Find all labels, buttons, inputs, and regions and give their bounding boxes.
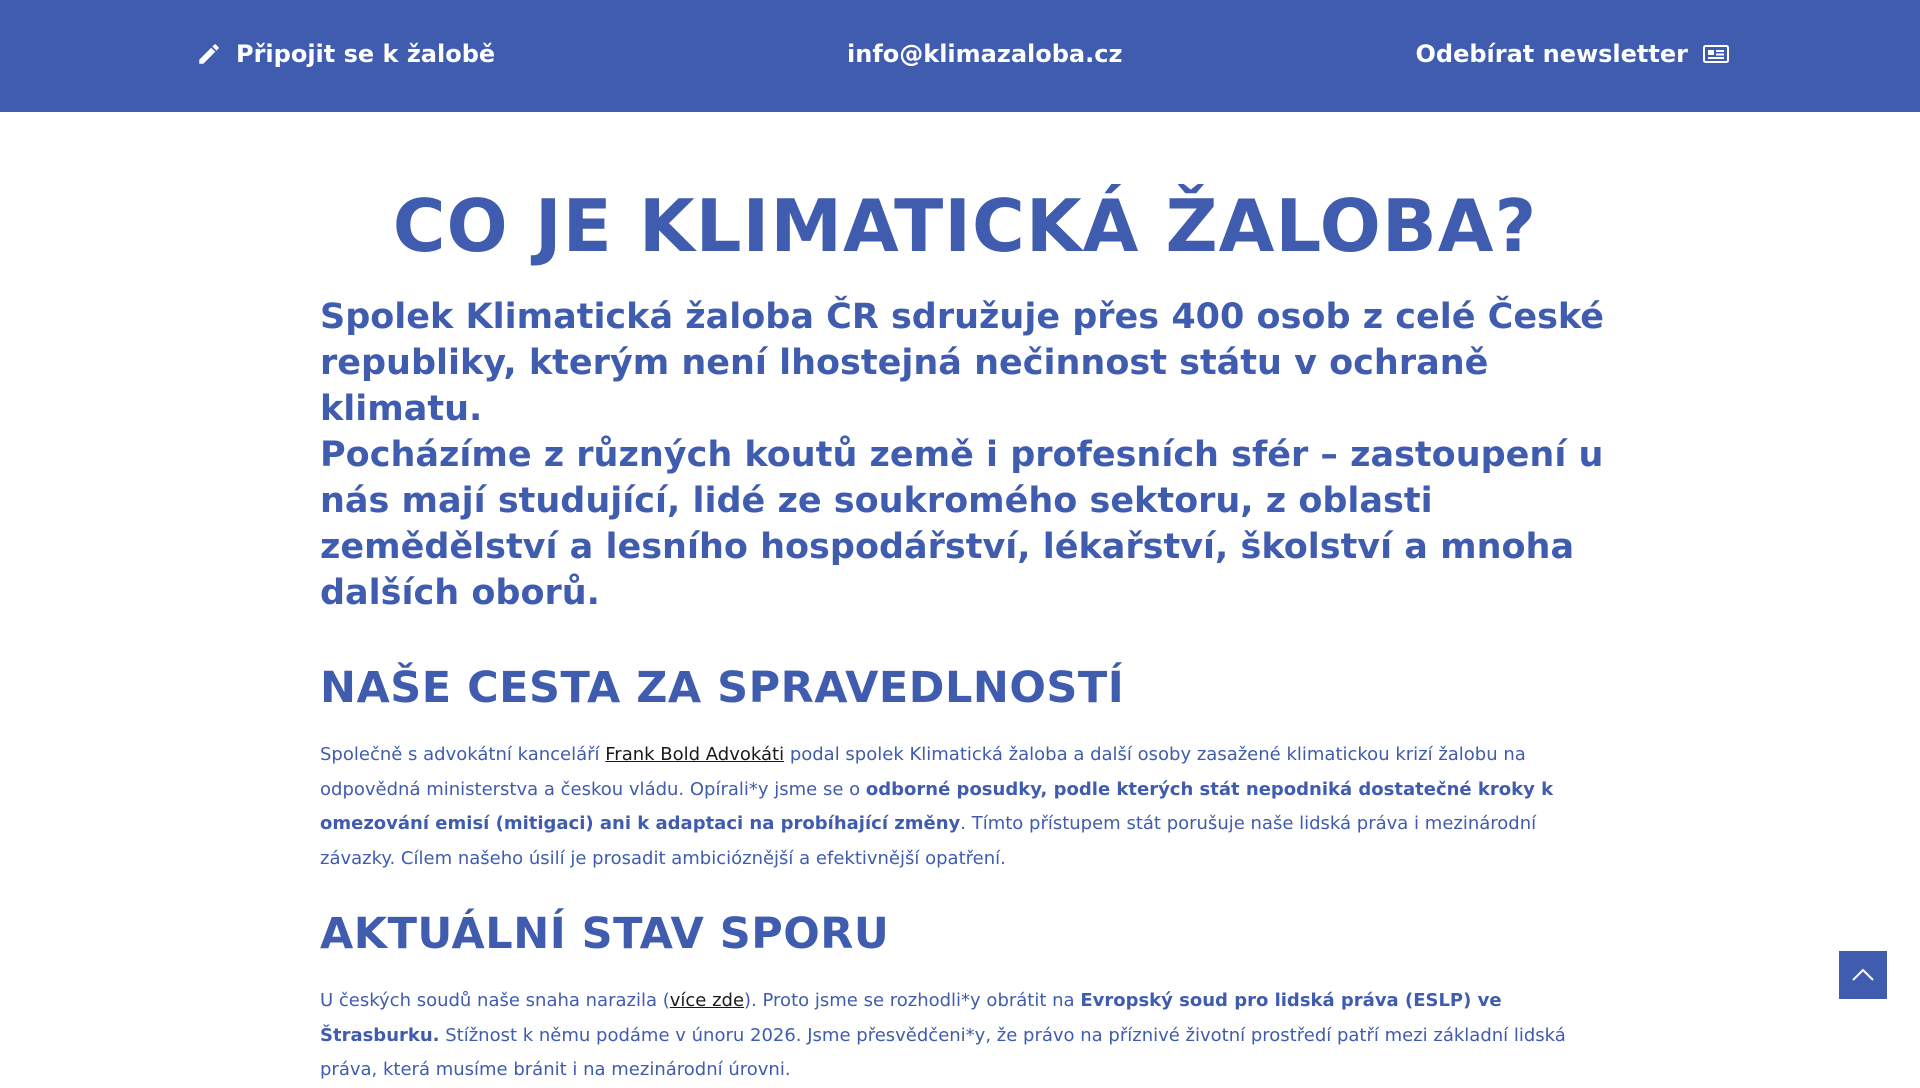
newspaper-icon <box>1702 43 1730 65</box>
pencil-icon <box>196 41 222 67</box>
path-section-heading: NAŠE CESTA ZA SPRAVEDLNOSTÍ <box>320 663 1125 713</box>
newsletter-link[interactable] <box>1415 40 1730 68</box>
more-info-link[interactable]: více zde <box>669 990 745 1011</box>
intro-line-2: Pocházíme z různých koutů země i profesních sfér – zastoupení u nás mají studující, lidé ze soukromého sektoru, z oblasti zemědělství a lesního hospodářství, lékařství, školství a mnoha dalších oborů. <box>320 435 1604 613</box>
email-label: info@klimazaloba.cz <box>847 40 1123 68</box>
join-lawsuit-link[interactable] <box>196 40 495 68</box>
status-section-text <box>320 984 1610 1088</box>
status-text-1: U českých soudů naše snaha narazila ( <box>320 990 670 1011</box>
frank-bold-link[interactable]: Frank Bold Advokáti <box>605 744 785 765</box>
status-text-bold: Evropský soud pro lidská práva (ESLP) ve Štrasburku. <box>320 990 1502 1046</box>
path-section-text <box>320 738 1610 876</box>
status-text-2: ). Proto jsme se rozhodli*y obrátit na <box>744 990 1081 1011</box>
newsletter-label: Odebírat newsletter <box>1415 40 1688 68</box>
path-text-1: Společně s advokátní kanceláří <box>320 744 606 765</box>
path-text-2: podal spolek Klimatická žaloba a další osoby zasažené klimatickou krizí žalobu na odpovědná ministerstva a českou vládu. Opírali*y jsme se o <box>320 744 1526 800</box>
path-text-3: . Tímto přístupem stát porušuje naše lidská práva i mezinárodní závazky. Cílem našeho úsilí je prosadit ambicióznější a efektivnější opatření. <box>320 813 1537 869</box>
status-section-heading: AKTUÁLNÍ STAV SPORU <box>320 909 890 959</box>
path-text-bold: odborné posudky, podle kterých stát nepodniká dostatečné kroky k omezování emisí (mitigaci) ani k adaptaci na probíhající změny <box>320 778 1554 834</box>
chevron-up-icon <box>1851 967 1875 983</box>
email-link[interactable] <box>847 40 1122 68</box>
intro-block <box>320 294 1610 616</box>
join-lawsuit-label: Připojit se k žalobě <box>236 40 496 68</box>
status-text-3: Stížnost k němu podáme v únoru 2026. Jsme přesvědčeni*y, že právo na příznivé životní prostředí patří mezi základní lidská práva, která musíme bránit i na mezinárodní úrovni. <box>320 1024 1566 1080</box>
intro-line-1: Spolek Klimatická žaloba ČR sdružuje přes 400 osob z celé České republiky, kterým není lhostejná nečinnost státu v ochraně klimatu. <box>320 297 1605 429</box>
scroll-to-top-button[interactable] <box>1838 950 1888 1000</box>
main-content <box>320 112 1610 1088</box>
page-title: CO JE KLIMATICKÁ ŽALOBA? <box>392 184 1538 268</box>
top-bar <box>0 0 1920 112</box>
